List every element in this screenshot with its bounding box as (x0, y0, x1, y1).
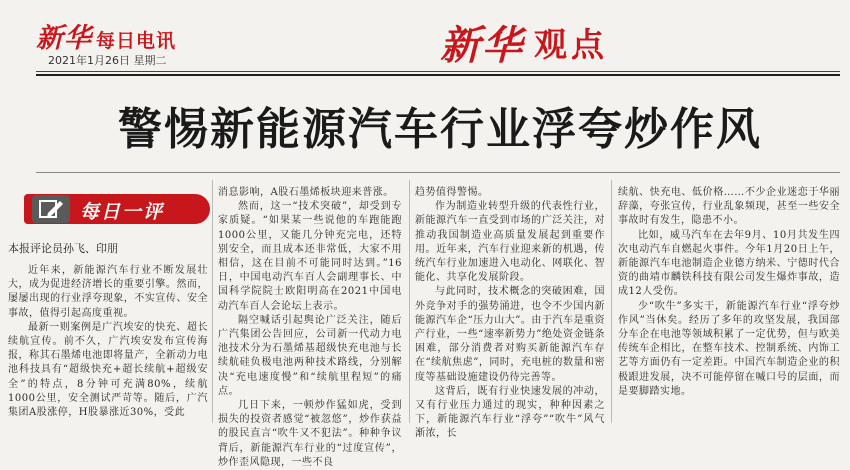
column-badge-label: 每日一评 (80, 201, 165, 223)
section-xinhua-logo: 新华 (440, 22, 524, 69)
masthead-rule-thin (36, 71, 840, 72)
paragraph: 作为制造业转型升级的代表性行业，新能源汽车一直受到市场的广泛关注，对推动我国制造业高质量发展起到重要作用。近年来，汽车行业迎来新的机遇，传统汽车行业加速进入电动化、网联化、智能化、共享化发展阶段。 (415, 201, 605, 284)
section-title: 观点 (534, 25, 608, 64)
paragraph: 然而，这一“技术突破”，却受到专家质疑。“如果某一些说他的车跑能跑1000公里，又能几分钟充完电，还特别安全，而且成本还非常低，大家不用相信，这在目前不可能同时达到。”16日，中国电动汽车百人会副理事长、中国科学院院士欧阳明高在2021中国电动汽车百人会论坛上表示。 (218, 201, 402, 312)
paragraph: 趋势值得警惕。 (415, 187, 489, 198)
article-column-1 (0, 180, 212, 423)
masthead-xinhua-logo: 新华 (36, 23, 92, 54)
paragraph: 几日下来，一顿炒作猛如虎，受到损失的投资者感觉“被忽悠”，炒作获益的股民直言“吹牛又不犯法”。种种争议背后，新能源汽车行业的“过度宣传”，炒作歪风隐现，一些不良 (218, 400, 402, 468)
masthead-date: 2021年1月26日 星期二 (48, 54, 167, 67)
column-divider (212, 180, 213, 423)
paragraph: 比如，威马汽车在去年9月、10月共发生四次电动汽车自燃起火事件。今年1月20日上午，新能源汽车电池制造企业德方纳米、宁德时代合资的曲靖市麟铁科技有限公司发生爆炸事故，造成12人受伤。 (618, 229, 840, 298)
pen-paper-icon (32, 195, 70, 223)
column-1-text (8, 264, 208, 424)
column-divider (409, 180, 410, 423)
article-headline: 警惕新能源汽车行业浮夸炒作风 (118, 104, 762, 155)
masthead-brand (36, 16, 176, 55)
article-column-2 (218, 186, 402, 468)
column-badge (24, 194, 210, 224)
headline-rule (36, 172, 840, 173)
byline: 本报评论员孙飞、印朋 (8, 242, 118, 255)
paragraph: 消息影响，A股石墨烯板块迎来普涨。 (218, 187, 394, 198)
section-header (440, 14, 608, 71)
paragraph: 续航、快充电、低价格……不少企业迷恋于华丽辞藻，夸张宣传，行业乱象频现，甚至一些安全事故时有发生，隐患不小。 (618, 187, 840, 227)
article-column-4 (618, 186, 840, 423)
column-divider (611, 180, 612, 423)
masthead-rule-thick (36, 74, 840, 76)
masthead (0, 0, 850, 76)
paragraph: 少“吹牛”多实干，新能源汽车行业“浮夸炒作风”当休矣。经历了多年的攻坚发展，我国部分车企在电池等领域积累了一定优势，但与欧美传统车企相比，在整车技术、控制系统、内饰工艺等方面仍有一定差距。中国汽车制造企业的积极跟进发展，决不可能停留在喊口号的层面，而是要脚踏实地。 (618, 300, 840, 397)
paragraph: 近年来，新能源汽车行业不断发展壮大，成为促进经济增长的重要引擎。然而，屡屡出现的行业浮夸现象，不实宣传、安全事故，值得引起高度重视。 (8, 265, 208, 319)
masthead-paper-name: 每日电讯 (96, 30, 177, 52)
paragraph: 隔空喊话引起舆论广泛关注，随后广汽集团公告回应，公司新一代动力电池技术分为石墨烯基超级快充电池与长续航硅负极电池两种技术路线，分别解决“充电速度慢”和“续航里程短”的痛点。 (218, 314, 402, 397)
paragraph: 最新一则案例是广汽埃安的快充、超长续航宣传。前不久，广汽埃安发布宣传海报，称其石墨烯电池即将量产，全新动力电池科技具有“超级快充+超长续航+超级安全”的特点，8分钟可充满80%，续航1000公里，安全测试严苛等。随后，广汽集团A股涨停，H股暴涨近30%，受此 (8, 321, 208, 419)
article-column-3 (415, 186, 605, 440)
paragraph: 这背后，既有行业快速发展的冲动，又有行业压力通过的现实，种种因素之下，新能源汽车行业“浮夸”“吹牛”风气渐浓，长 (415, 385, 605, 440)
paragraph: 与此同时，技术概念的突破困难，国外竞争对手的强势涌进，也令不少国内新能源汽车企“压力山大”。由于汽车是重资产行业，一些“速率新势力”绝处资金链条困难，部分消费者对购买新能源汽车存在“续航焦虑”，同时，充电桩的数量和密度等基础设施建设仍待完善等。 (415, 286, 605, 383)
